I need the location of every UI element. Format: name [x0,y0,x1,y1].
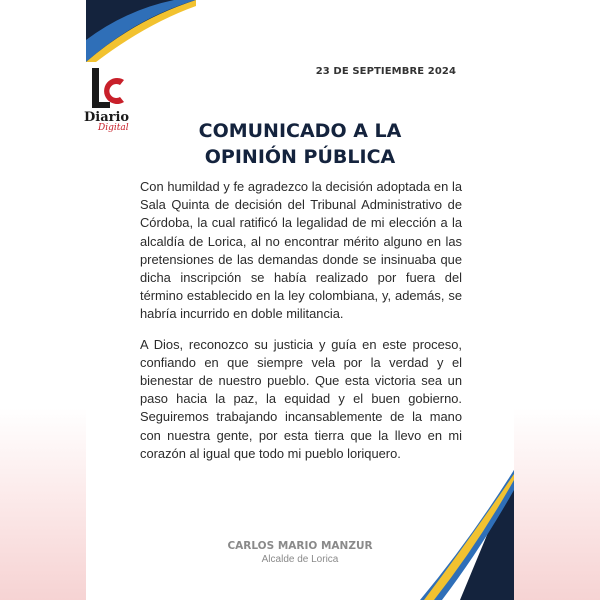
signature-block [200,540,400,567]
logo-tagline: Digital [98,123,129,133]
logo-wordmark: Diario [84,110,130,125]
signature-role: Alcalde de Lorica [261,554,339,565]
body-paragraph-1: Con humildad y fe agradezco la decisión adoptada en la Sala Quinta de decisión del Tribunal Administrativo de Córdoba, la cual ratificó la legalidad de mi elección a la alcaldía de Lorica, al no encontrar mérito alguno en las pretensiones de las demandas donde se insinuaba que dicha inscripción se había realizado por fuera del término establecido en la ley colombiana, y, además, se habría incurrido en doble militancia. [140,179,462,322]
document-body [140,178,462,475]
document-date: 23 DE SEPTIEMBRE 2024 [315,66,456,77]
document-title [150,118,450,170]
lc-logo-icon [82,66,128,110]
corner-decoration-bottom [420,470,514,600]
signature-name: CARLOS MARIO MANZUR [227,540,373,552]
title-line-2: OPINIÓN PÚBLICA [204,146,396,168]
diario-digital-logo [76,66,136,138]
title-line-1: COMUNICADO A LA [198,120,402,142]
body-paragraph-2: A Dios, reconozco su justicia y guía en este proceso, confiando en que siempre vela por la verdad y el bienestar de nuestro pueblo. Que esta victoria sea un paso hacia la paz, la equidad y el buen gobierno. Seguiremos trabajando incansablemente de la mano con nuestra gente, por esta tierra que la llevo en mi corazón al igual que todo mi pueblo loriquero. [140,336,462,461]
corner-decoration-top [86,0,196,62]
